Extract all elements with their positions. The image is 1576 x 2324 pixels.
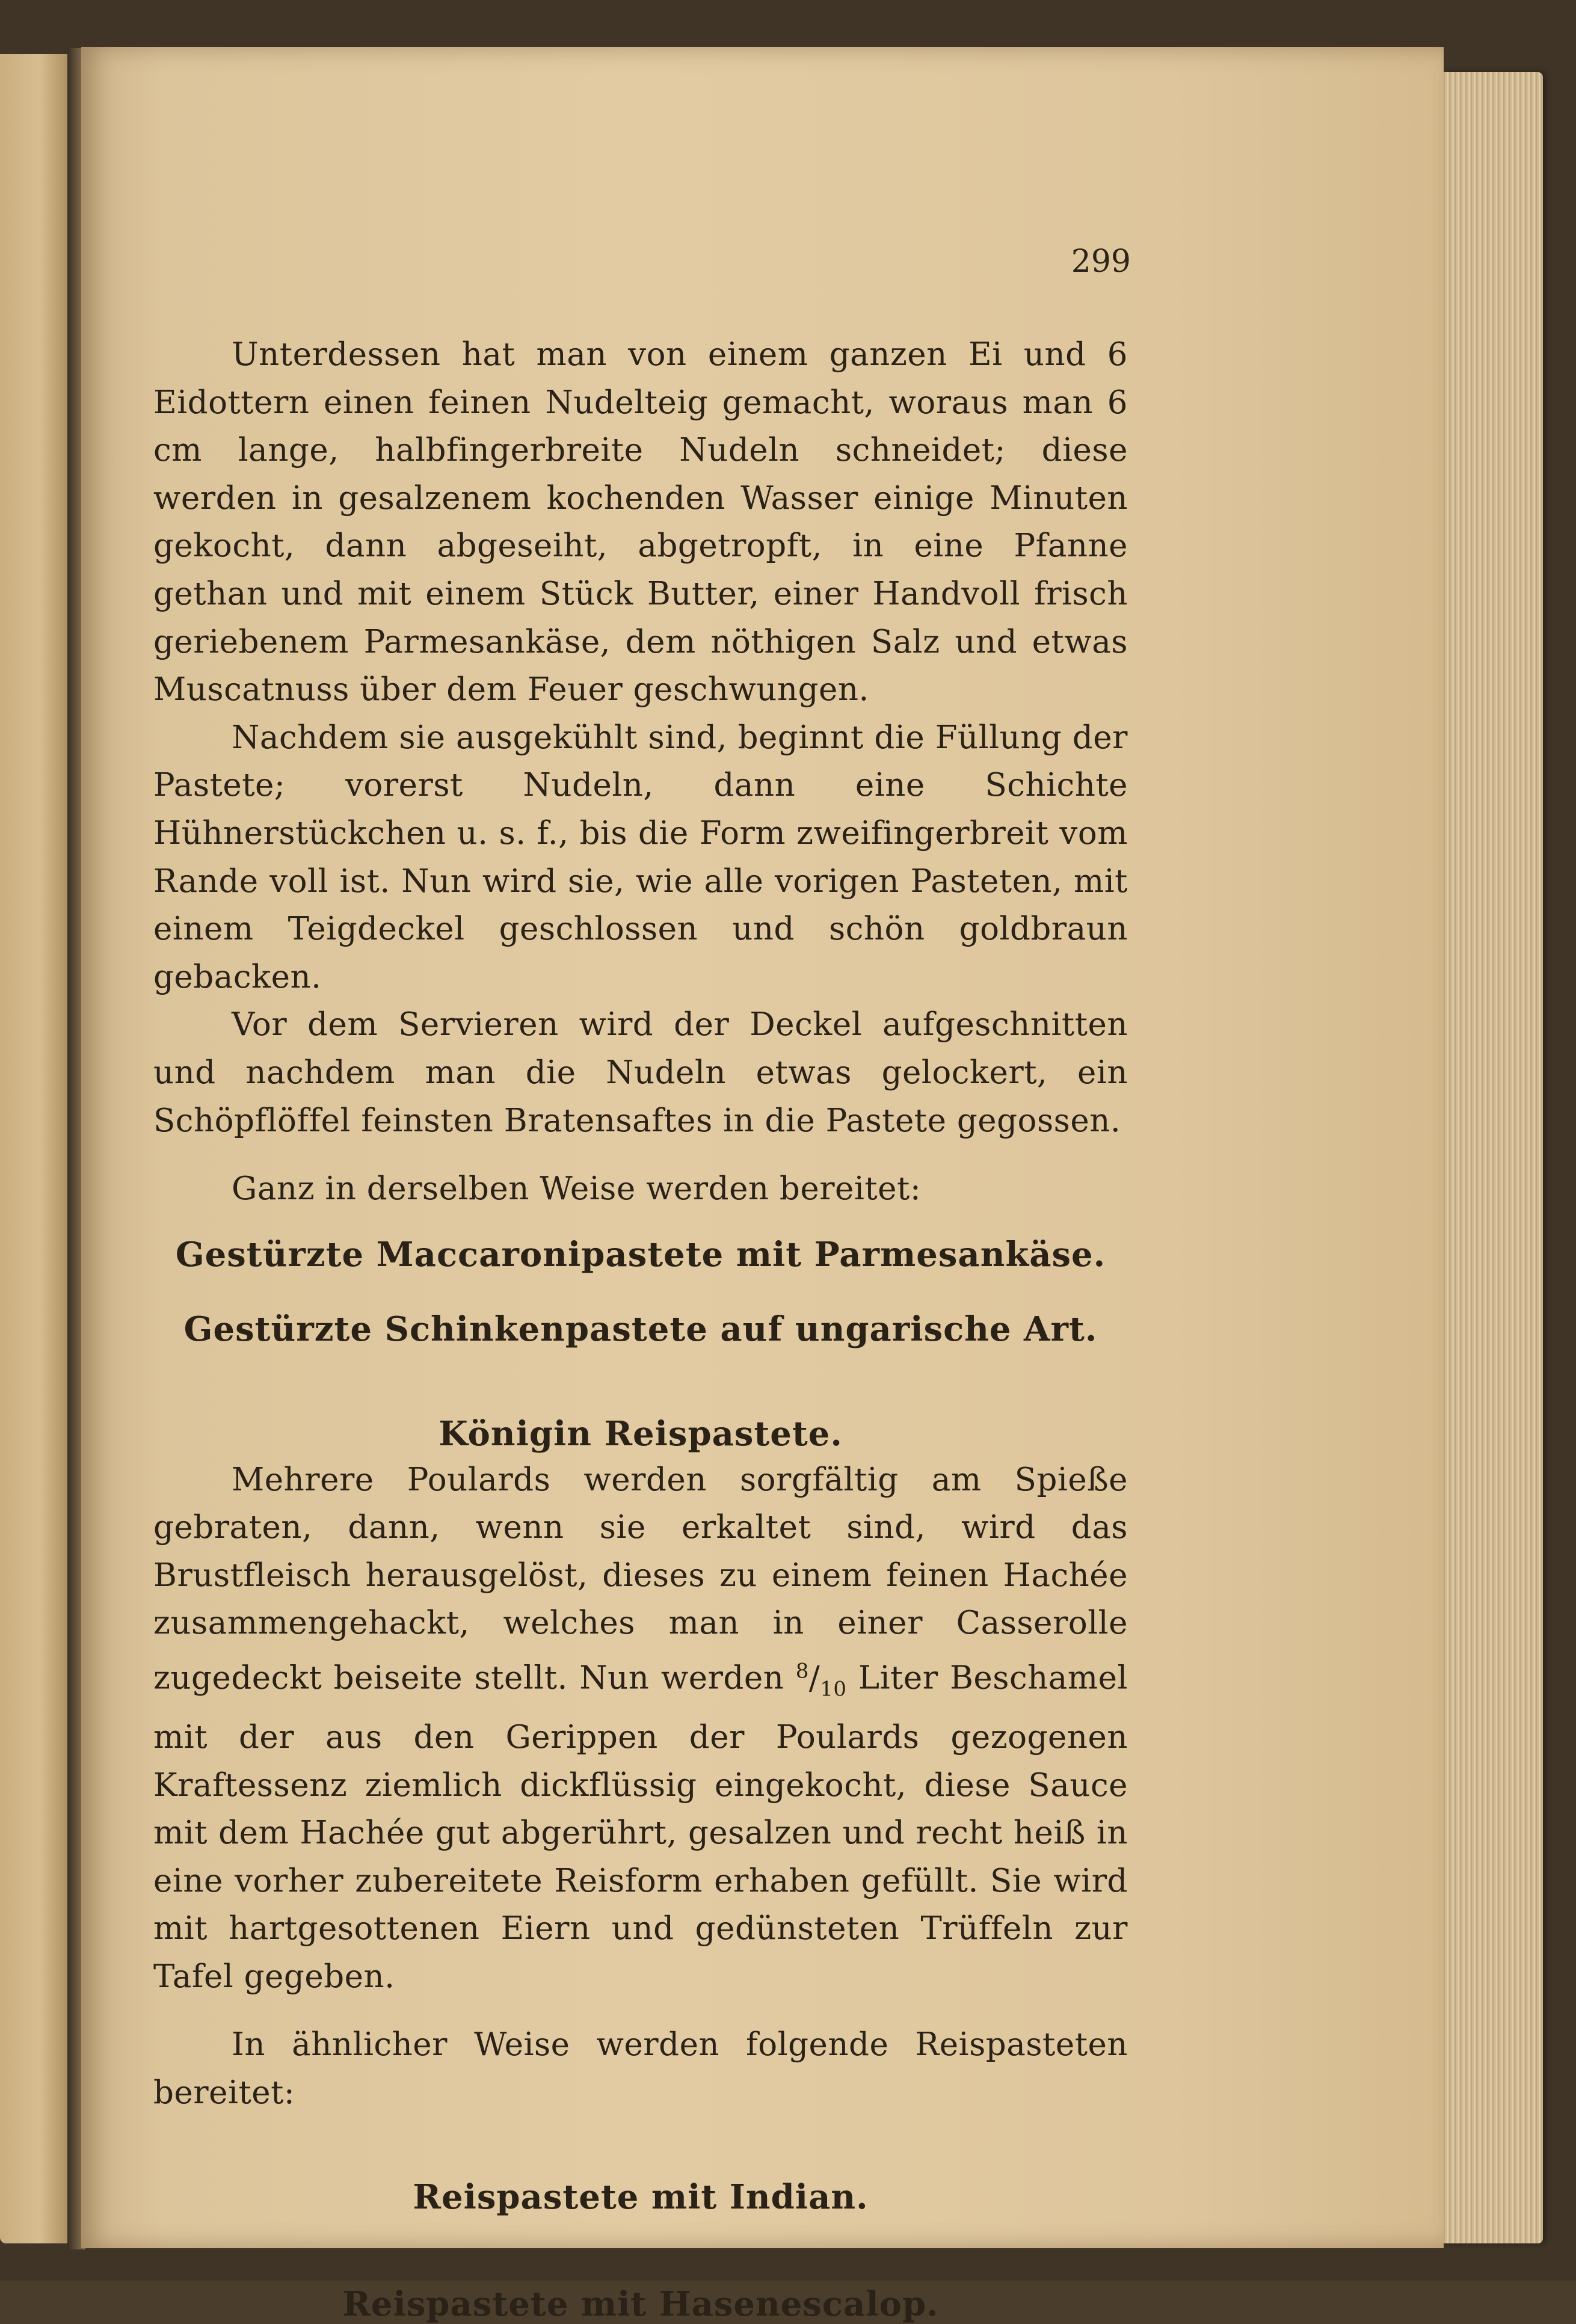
paragraph-poulards-part2: Liter Beschamel mit der aus den Gerippen der Poulards gezogenen Kraftessenz ziemlich dickflüssig eingekocht, diese Sauce mit dem Hachée gut abgerührt, gesalzen und recht heiß in eine vorher zubereitete Reisform erhaben gefüllt. Sie wird mit hartgesottenen Eiern und gedünsteten Trüffeln zur Tafel gegeben.: [153, 1659, 1128, 1995]
page-text: [153, 331, 1128, 2324]
paragraph-servieren: Vor dem Servieren wird der Deckel aufgeschnitten und nachdem man die Nudeln etwas gelockert, ein Schöpflöffel feinsten Bratensaftes in die Pastete gegossen.: [153, 1006, 1128, 1139]
heading-maccaronipastete: Gestürzte Maccaronipastete mit Parmesankäse.: [175, 1234, 1106, 1274]
paragraph-variants-intro: Ganz in derselben Weise werden bereitet:: [232, 1170, 922, 1208]
heading-schinkenpastete: Gestürzte Schinkenpastete auf ungarische Art.: [183, 1309, 1098, 1349]
facing-page-edge: [0, 54, 72, 2243]
page-edges: [1441, 72, 1543, 2243]
fraction-numerator: 8: [795, 1659, 809, 1683]
paragraph-nudeln: Unterdessen hat man von einem ganzen Ei und 6 Eidottern einen feinen Nudelteig gemacht, woraus man 6 cm lange, halbfingerbreite Nudeln schneidet; diese werden in gesalzenem kochenden Wasser einige Minuten gekocht, dann abgeseiht, abgetropft, in eine Pfanne gethan und mit einem Stück Butter, einer Handvoll frisch geriebenem Parmesankäse, dem nöthigen Salz und etwas Muscatnuss über dem Feuer geschwungen.: [153, 336, 1128, 709]
paragraph-reispasteten-intro: In ähnlicher Weise werden folgende Reispasteten bereitet:: [153, 2026, 1128, 2112]
paragraph-poulards-part1: Mehrere Poulards werden sorgfältig am Spieße gebraten, dann, wenn sie erkaltet sind, wird das Brustfleisch herausgelöst, dieses zu einem feinen Hachée zusammengehackt, welches man in einer Casserolle zugedeckt beiseite stellt. Nun werden: [153, 1461, 1128, 1697]
page-number: 299: [1071, 244, 1131, 280]
heading-reispastete-indian: Reispastete mit Indian.: [413, 2177, 869, 2217]
fraction-denominator: 10: [820, 1677, 847, 1702]
fraction-liters: $^8/_{10}$: [795, 1659, 847, 1702]
paragraph-fuellung: Nachdem sie ausgekühlt sind, beginnt die Füllung der Pastete; vorerst Nudeln, dann eine Schichte Hühnerstückchen u. s. f., bis die Form zweifingerbreit vom Rande voll ist. Nun wird sie, wie alle vorigen Pasteten, mit einem Teigdeckel geschlossen und schön goldbraun gebacken.: [153, 719, 1128, 995]
heading-reispastete-hasenescalop: Reispastete mit Hasenescalop.: [342, 2284, 939, 2324]
paragraph-poulards: [153, 1456, 1128, 2001]
heading-koenigin-reispastete: Königin Reispastete.: [439, 1413, 843, 1454]
